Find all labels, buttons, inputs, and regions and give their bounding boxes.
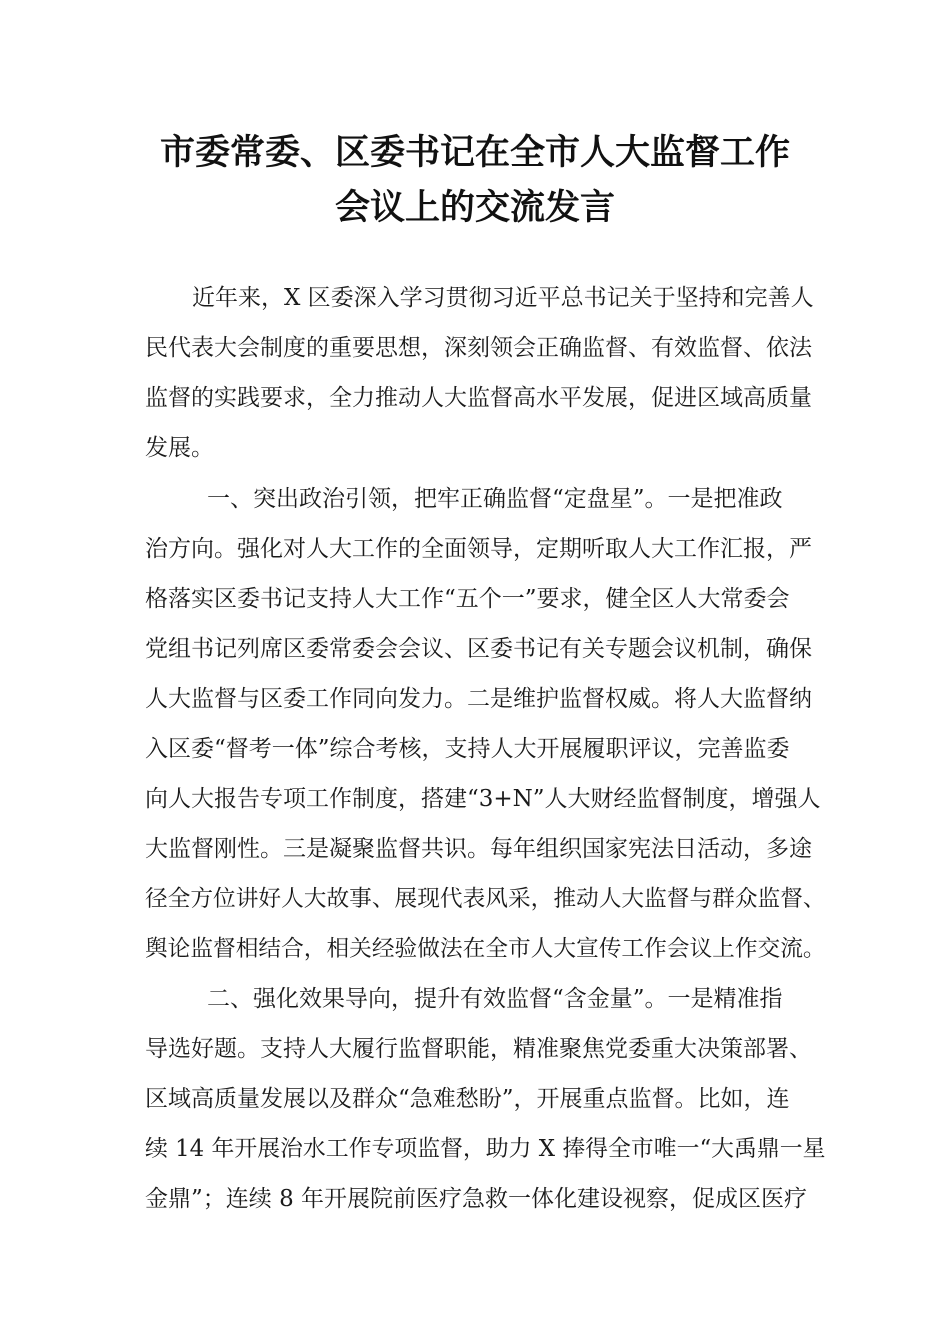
paragraph-3-line-3: 区域高质量发展以及群众“急难愁盼”，开展重点监督。比如，连 — [145, 1086, 790, 1112]
paragraph-2-line-8: 大监督刚性。三是凝聚监督共识。每年组织国家宪法日活动，多途 — [145, 836, 812, 862]
paragraph-1-line-4: 发展。 — [145, 435, 214, 461]
document-title-line-2: 会议上的交流发言 — [334, 188, 615, 228]
paragraph-2-line-1: 一、突出政治引领，把牢正确监督“定盘星”。一是把准政 — [207, 486, 783, 512]
paragraph-2-line-4: 党组书记列席区委常委会会议、区委书记有关专题会议机制，确保 — [145, 636, 812, 662]
paragraph-3-line-5: 金鼎”；连续 8 年开展院前医疗急救一体化建设视察，促成区医疗 — [145, 1186, 808, 1212]
paragraph-2-line-6: 入区委“督考一体”综合考核，支持人大开展履职评议，完善监委 — [145, 736, 790, 762]
paragraph-3-line-4: 续 14 年开展治水工作专项监督，助力 X 捧得全市唯一“大禹鼎一星 — [145, 1136, 826, 1162]
paragraph-2-line-7: 向人大报告专项工作制度，搭建“3+N”人大财经监督制度，增强人 — [145, 786, 821, 812]
paragraph-2-line-9: 径全方位讲好人大故事、展现代表风采，推动人大监督与群众监督、 — [145, 886, 826, 912]
paragraph-2-line-10: 舆论监督相结合，相关经验做法在全市人大宣传工作会议上作交流。 — [145, 936, 826, 962]
paragraph-1-line-1: 近年来，X 区委深入学习贯彻习近平总书记关于坚持和完善人 — [192, 285, 814, 311]
paragraph-1-line-3: 监督的实践要求，全力推动人大监督高水平发展，促进区域高质量 — [145, 385, 812, 411]
paragraph-2-line-2: 治方向。强化对人大工作的全面领导，定期听取人大工作汇报，严 — [145, 536, 812, 562]
paragraph-2-line-3: 格落实区委书记支持人大工作“五个一”要求，健全区人大常委会 — [145, 586, 790, 612]
paragraph-3-line-1: 二、强化效果导向，提升有效监督“含金量”。一是精准指 — [207, 986, 783, 1012]
paragraph-1-line-2: 民代表大会制度的重要思想，深刻领会正确监督、有效监督、依法 — [145, 335, 812, 361]
document-title-line-1: 市委常委、区委书记在全市人大监督工作 — [159, 133, 790, 173]
paragraph-2-line-5: 人大监督与区委工作同向发力。二是维护监督权威。将人大监督纳 — [145, 686, 812, 712]
paragraph-3-line-2: 导选好题。支持人大履行监督职能，精准聚焦党委重大决策部署、 — [145, 1036, 812, 1062]
